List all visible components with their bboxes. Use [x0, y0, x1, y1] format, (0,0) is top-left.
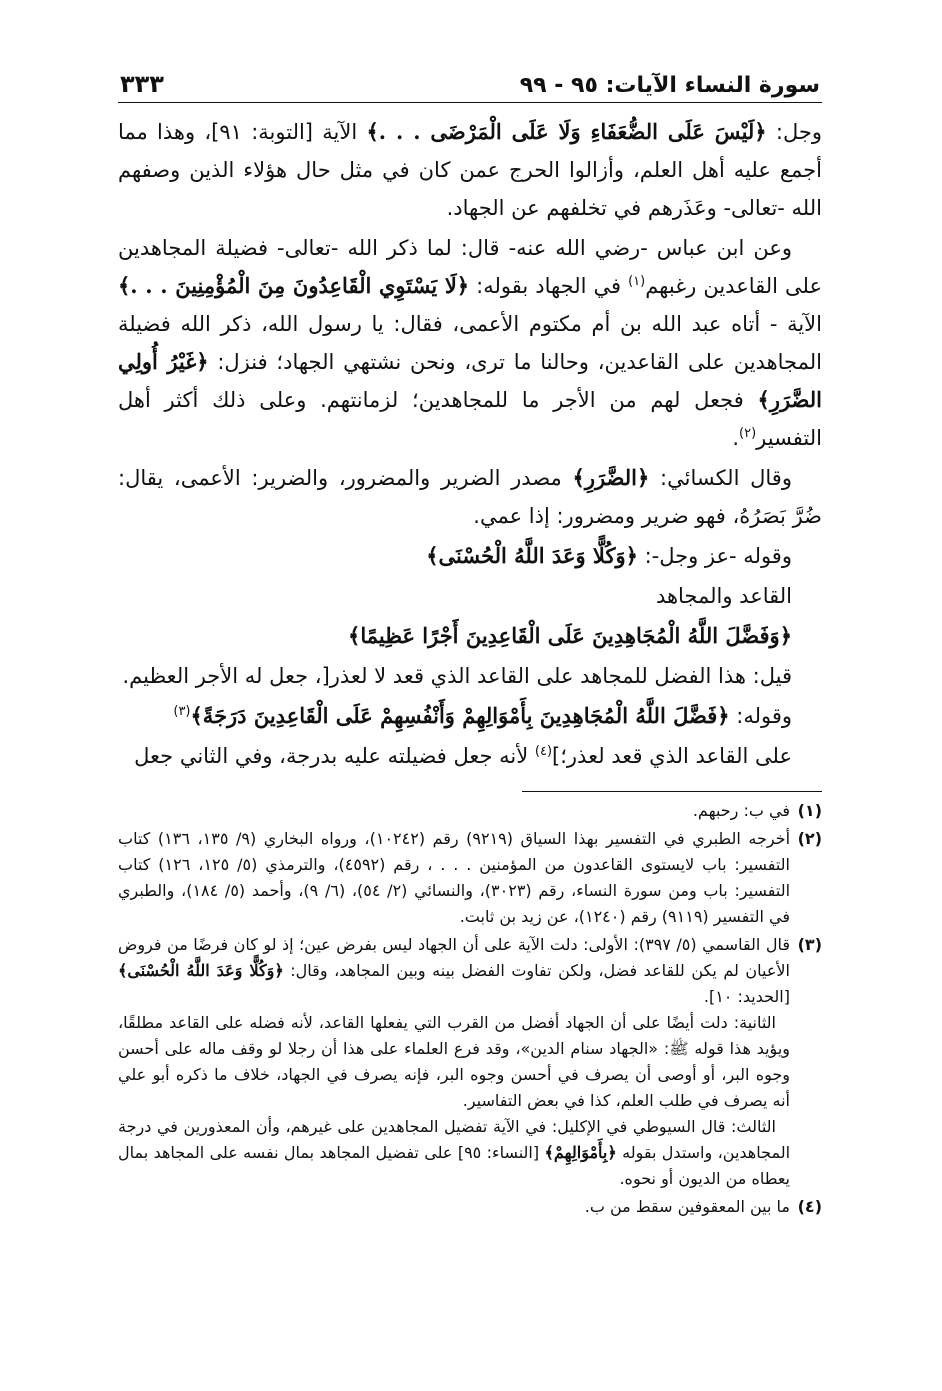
surah-title: سورة النساء الآيات: ٩٥ - ٩٩ — [519, 73, 820, 98]
footnote — [118, 932, 822, 1192]
footnote-text — [118, 798, 790, 824]
main-text — [118, 113, 822, 775]
text-run: [الحديد: ١٠]. — [703, 987, 790, 1006]
footnote-paragraph — [118, 932, 790, 1010]
text-run: الثانية: دلت أيضًا على أن الجهاد أفضل من القرب التي يفعلها القاعد، لأنه فضله على القاعد مطلقًا، ويؤيد هذا قوله ﷺ: «الجهاد سنام الدين»، وقد فرع العلماء على هذا أن رجلا لو وقف ماله على أحسن وجوه البر، أو أوصى أن يصرف في أحسن وجوه البر، فإنه يصرف في الجهاد، خلاف ما ذكره أبو علي أنه يصرف في طلب العلم، كذا في بعض التفاسير. — [118, 1013, 790, 1110]
footnote-number: (٢) — [797, 829, 822, 848]
paragraph — [118, 577, 822, 615]
running-header — [118, 58, 822, 103]
quran-verse: ﴿وَكُلًّا وَعَدَ اللَّهُ الْحُسْنَى﴾ — [426, 543, 638, 568]
footnote — [118, 826, 822, 930]
text-run: قال القاسمي (٥/ ٣٩٧): الأولى: دلت الآية على أن الجهاد ليس بفرض عين؛ إذ لو كان فرضًا من فروض الأعيان لم يكن للقاعد فضل، ولكن تفاوت الفضل بينه وبين المجاهد، وقال: — [118, 935, 790, 980]
text-run: القاعد والمجاهد — [655, 584, 792, 608]
footnote-number: (٤) — [797, 1197, 822, 1216]
text-run: على القاعد الذي قعد لعذر؛] — [552, 744, 792, 768]
quran-verse: ﴿غَيْرُ أُولِي الضَّرَرِ﴾ — [118, 349, 822, 412]
quran-verse: ﴿وَكُلًّا وَعَدَ اللَّهُ الْحُسْنَى﴾ — [118, 961, 284, 980]
quran-verse: ﴿بِأَمْوَالِهِمْ﴾ — [544, 1143, 617, 1162]
footnote — [118, 1194, 822, 1220]
paragraph — [118, 113, 822, 227]
text-run: في الجهاد بقوله: — [469, 274, 629, 298]
text-run: الآية - أتاه عبد الله بن أم مكتوم الأعمى، فقال: يا رسول الله، ذكر الله فضيلة المجاهدين على القاعدين، وحالنا ما ترى، ونحن نشتهي الجهاد؛ فنزل: — [118, 312, 822, 374]
text-run: [النساء: ٩٥] على تفضيل المجاهد بمال نفسه على المجاهد بمال يعطاه من الديون أو نحوه. — [118, 1143, 790, 1188]
footnote-paragraph — [118, 1114, 790, 1192]
text-run: . — [732, 426, 739, 450]
text-run: وجل: — [766, 120, 822, 144]
footnote-number: (٣) — [797, 935, 822, 954]
text-run: الآية [التوبة: ٩١]، وهذا مما أجمع عليه أهل العلم، وأزالوا الحرج عمن كان في مثل حال هؤلاء الذين وصفهم الله -تعالى- وعَذَرهم في تخلفهم عن الجهاد. — [118, 120, 822, 220]
footnote-ref: (١) — [628, 274, 646, 289]
text-run: وقوله: — [729, 704, 792, 728]
footnote-number: (١) — [797, 801, 822, 820]
footnote-paragraph — [118, 798, 790, 824]
footnote-ref: (٣) — [173, 704, 191, 719]
footnote-divider — [522, 791, 822, 792]
footnote-text — [118, 1194, 790, 1220]
paragraph — [118, 737, 822, 775]
paragraph — [118, 617, 822, 655]
text-run: وقال الكسائي: — [649, 466, 792, 490]
footnote-paragraph — [118, 826, 790, 930]
book-page — [118, 58, 822, 1358]
text-run: ما بين المعقوفين سقط من ب. — [584, 1197, 790, 1216]
quran-verse: ﴿وَفَضَّلَ اللَّهُ الْمُجَاهِدِينَ عَلَى الْقَاعِدِينَ أَجْرًا عَظِيمًا﴾ — [348, 623, 792, 648]
text-run: وقوله -عز وجل-: — [637, 544, 792, 568]
text-run: فجعل لهم من الأجر ما للمجاهدين؛ لزمانتهم. وعلى ذلك أكثر أهل التفسير — [118, 388, 822, 450]
footnotes — [118, 798, 822, 1220]
quran-verse: ﴿الضَّرَرِ﴾ — [572, 465, 650, 490]
page-number: ٣٣٣ — [120, 70, 164, 98]
footnote-text — [118, 826, 790, 930]
paragraph — [118, 229, 822, 457]
text-run: أخرجه الطبري في التفسير بهذا السياق (٩٢١٩) رقم (١٠٢٤٢)، ورواه البخاري (٩/ ١٣٥، ١٣٦) كتاب التفسير: باب لايستوى القاعدون من المؤمنين . . . ، رقم (٤٥٩٢)، والترمذي (٥/ ١٢٥، ١٢٦) كتاب التفسير: باب ومن سورة النساء، رقم (٣٠٢٣)، والنسائي (٢/ ٥٤)، (٦/ ٩)، وأحمد (٥/ ١٨٤)، والطبري في التفسير (٩١١٩) رقم (١٢٤٠)، عن زيد بن ثابت. — [118, 829, 791, 926]
footnote-ref: (٤) — [534, 744, 553, 759]
footnote-paragraph — [118, 1194, 790, 1220]
quran-verse: ﴿لَا يَسْتَوِي الْقَاعِدُونَ مِنَ الْمُؤْمِنِينَ . . .﴾ — [118, 273, 470, 298]
footnote-text — [118, 932, 790, 1192]
quran-verse: ﴿فَضَّلَ اللَّهُ الْمُجَاهِدِينَ بِأَمْوَالِهِمْ وَأَنْفُسِهِمْ عَلَى الْقَاعِدِينَ دَرَجَةً﴾ — [190, 703, 730, 728]
text-run: لأنه جعل فضيلته عليه بدرجة، وفي الثاني جعل — [134, 744, 535, 768]
paragraph — [118, 697, 822, 735]
footnote — [118, 798, 822, 824]
quran-verse: ﴿لَيْسَ عَلَى الضُّعَفَاءِ وَلَا عَلَى الْمَرْضَى . . .﴾ — [366, 119, 767, 144]
text-run: الثالث: قال السيوطي في الإكليل: في الآية تفضيل المجاهدين على غيرهم، وأن المعذورين في درجة المجاهدين، واستدل بقوله — [118, 1117, 791, 1162]
text-run: مصدر الضرير والمضرور، والضرير: الأعمى، يقال: ضُرَّ بَصَرُهُ، فهو ضرير ومضرور: إذا عمي. — [118, 466, 822, 528]
footnote-ref: (٢) — [739, 426, 757, 441]
paragraph — [118, 657, 822, 695]
text-run: قيل: هذا الفضل للمجاهد على القاعد الذي قعد لا لعذر[، جعل له الأجر العظيم. — [122, 664, 792, 688]
paragraph — [118, 537, 822, 575]
text-run: وعن ابن عباس -رضي الله عنه- قال: لما ذكر الله -تعالى- فضيلة المجاهدين على القاعدين رغبهم — [118, 236, 823, 298]
paragraph — [118, 459, 822, 535]
text-run: في ب: رحبهم. — [692, 801, 790, 820]
footnote-paragraph — [118, 1010, 790, 1114]
